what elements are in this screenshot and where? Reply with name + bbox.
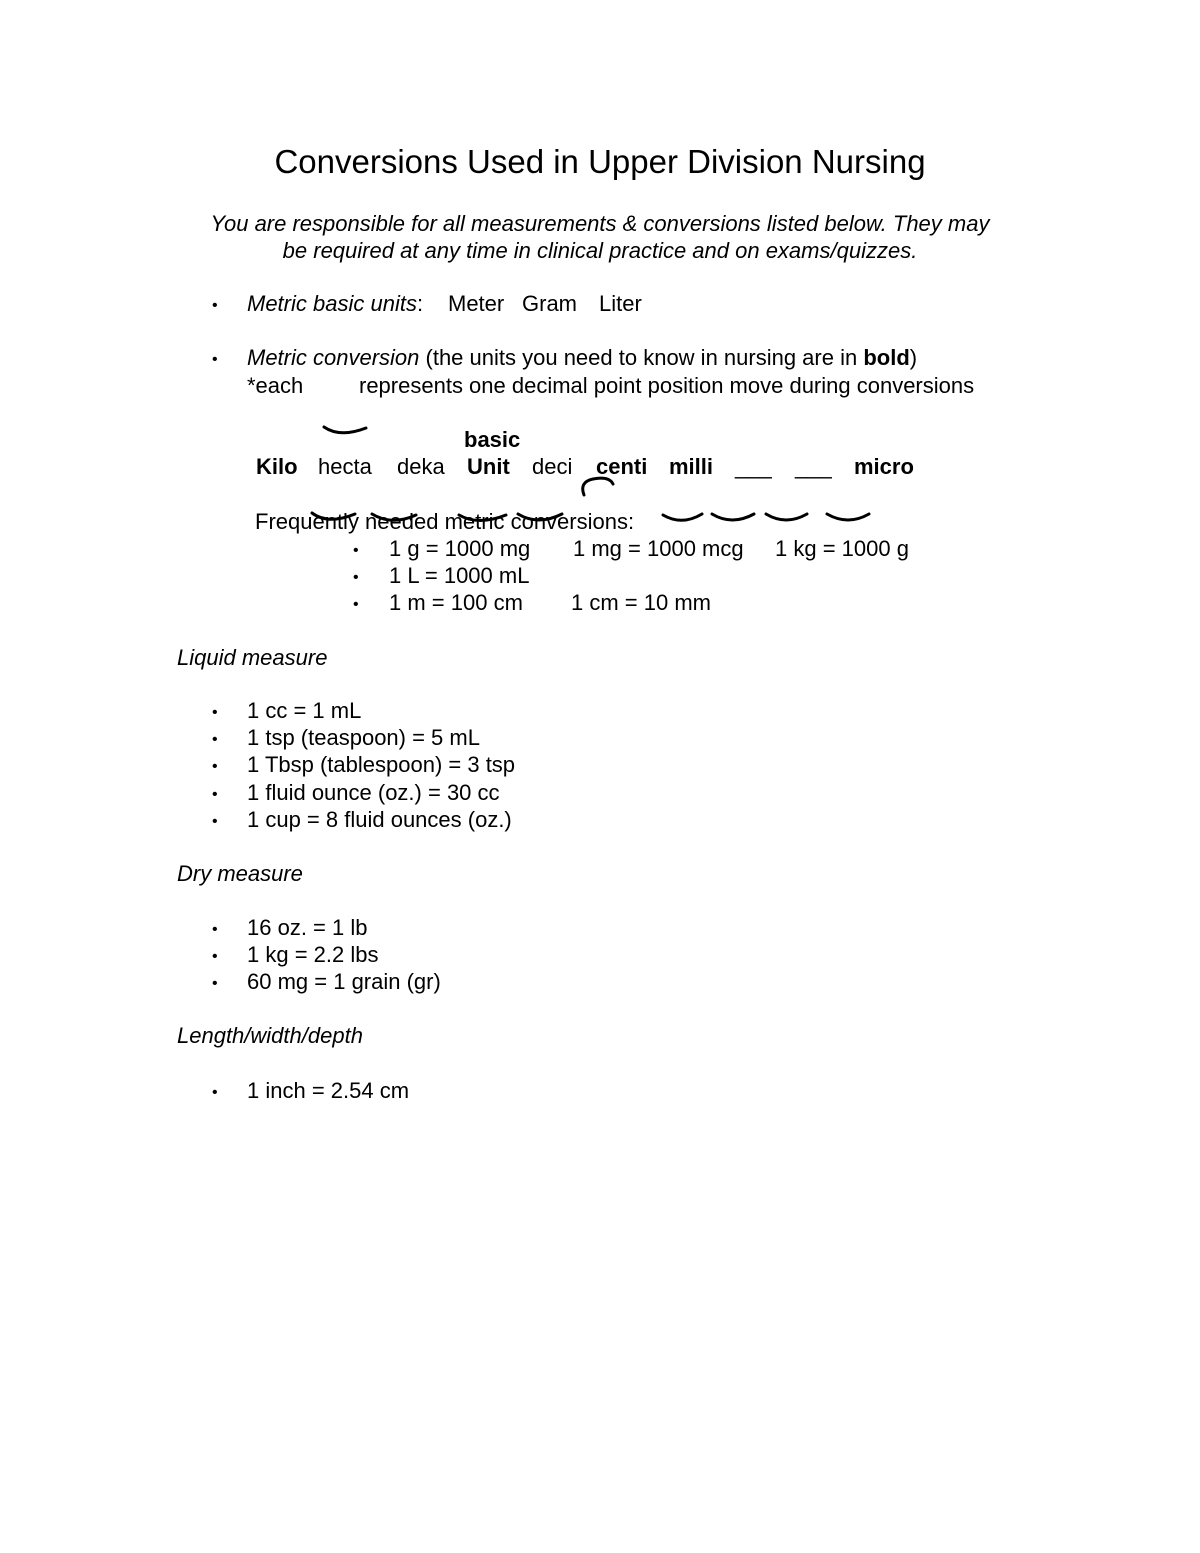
prefix-hecta: hecta (318, 454, 372, 479)
metric-basic-colon: : (416, 291, 424, 316)
unit-gram: Gram (522, 291, 577, 316)
liquid-item: 1 cc = 1 mL (247, 698, 362, 723)
prefix-blank-2: ___ (795, 454, 832, 479)
metric-conversion-label: Metric conversion (247, 345, 420, 370)
dry-item: 16 oz. = 1 lb (247, 915, 368, 940)
prefix-deka: deka (397, 454, 445, 479)
conversion-mg-mcg: 1 mg = 1000 mcg (573, 536, 744, 561)
bullet-marker: • (212, 704, 218, 721)
liquid-item: 1 fluid ounce (oz.) = 30 cc (247, 780, 500, 805)
liquid-heading: Liquid measure (177, 645, 328, 670)
dry-item: 1 kg = 2.2 lbs (247, 942, 379, 967)
prefix-blank-1: ___ (735, 454, 772, 479)
prefix-unit: Unit (467, 454, 510, 479)
bullet-marker: • (212, 813, 218, 830)
arc-mark-blank-blank (766, 514, 807, 520)
dry-item: 60 mg = 1 grain (gr) (247, 969, 441, 994)
prefix-kilo: Kilo (256, 454, 298, 479)
metric-basic-units (247, 293, 423, 315)
bullet-marker: • (212, 786, 218, 803)
intro-line-1: You are responsible for all measurements & conversions listed below. They may (210, 211, 990, 236)
conversion-kg-g: 1 kg = 1000 g (775, 536, 909, 561)
metric-conversion-line (247, 347, 917, 369)
intro-line-2: be required at any time in clinical practice and on exams/quizzes. (282, 238, 918, 263)
arc-mark-legend (324, 427, 366, 433)
length-item: 1 inch = 2.54 cm (247, 1078, 410, 1103)
bullet-marker: • (212, 758, 218, 775)
bold-word: bold (863, 345, 910, 370)
prefix-micro: micro (854, 454, 914, 479)
bullet-marker: • (212, 297, 218, 314)
bullet-marker: • (212, 1084, 218, 1101)
conversion-g-mg: 1 g = 1000 mg (389, 536, 531, 561)
dry-heading: Dry measure (177, 861, 303, 886)
liquid-item: 1 Tbsp (tablespoon) = 3 tsp (247, 752, 516, 777)
prefix-milli: milli (669, 454, 714, 479)
unit-liter: Liter (599, 291, 642, 316)
metric-conversion-close: ) (909, 345, 918, 370)
page-title: Conversions Used in Upper Division Nursing (274, 143, 926, 180)
bullet-marker: • (353, 596, 359, 613)
liquid-item: 1 cup = 8 fluid ounces (oz.) (247, 807, 512, 832)
conversion-cm-mm: 1 cm = 10 mm (571, 590, 711, 615)
liquid-item: 1 tsp (teaspoon) = 5 mL (247, 725, 480, 750)
unit-meter: Meter (448, 291, 505, 316)
bullet-marker: • (212, 948, 218, 965)
arc-mark-milli-blank (712, 514, 754, 520)
prefix-centi: centi (596, 454, 648, 479)
basic-label: basic (464, 427, 521, 452)
bullet-marker: • (212, 975, 218, 992)
metric-basic-label: Metric basic units (247, 291, 417, 316)
bullet-marker: • (212, 351, 218, 368)
note-each: *each (247, 373, 304, 398)
metric-conversion-text: (the units you need to know in nursing are in (419, 345, 864, 370)
arc-mark-centi-milli (663, 514, 702, 520)
curl-mark-deci-centi (583, 478, 613, 495)
length-heading: Length/width/depth (177, 1023, 363, 1048)
bullet-marker: • (212, 921, 218, 938)
bullet-marker: • (212, 731, 218, 748)
bullet-marker: • (353, 569, 359, 586)
conversion-l-ml: 1 L = 1000 mL (389, 563, 530, 588)
conversion-m-cm: 1 m = 100 cm (389, 590, 523, 615)
note-description: represents one decimal point position move during conversions (359, 373, 975, 398)
bullet-marker: • (353, 542, 359, 559)
frequent-heading: Frequently needed metric conversions: (255, 509, 635, 534)
prefix-deci: deci (532, 454, 573, 479)
arc-mark-blank-micro (827, 514, 869, 520)
